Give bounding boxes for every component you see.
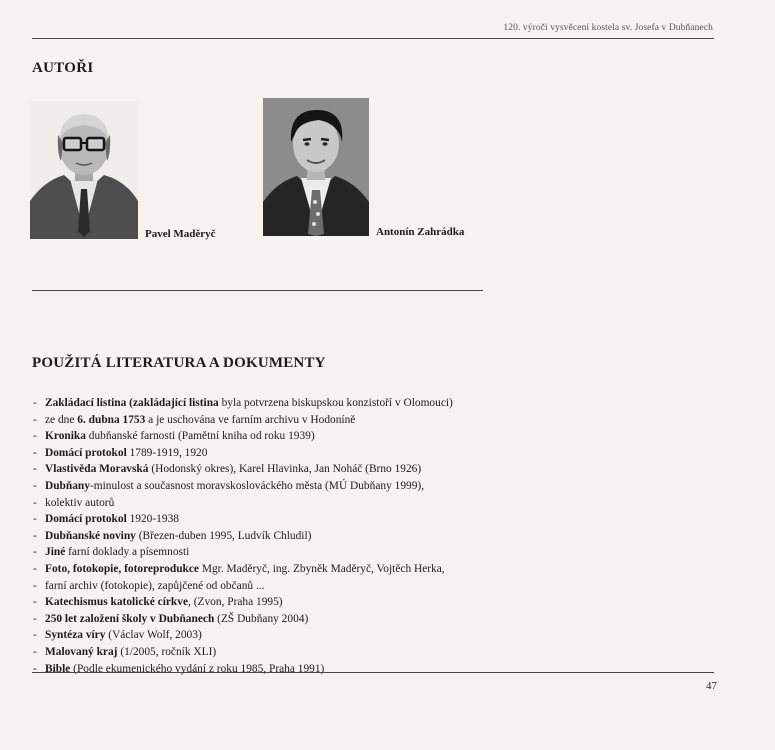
authors-heading: AUTOŘI [32,60,94,76]
literature-item: - Domácí protokol 1920-1938 [32,511,492,528]
running-header: 120. výročí vysvěcení kostela sv. Josefa v Dubňanech [503,23,713,33]
literature-item: - Jiné farní doklady a písemnosti [32,544,492,561]
literature-item: - 250 let založení školy v Dubňanech (ZŠ Dubňany 2004) [32,611,492,628]
header-rule [32,38,714,39]
literature-item: - Domácí protokol 1789-1919, 1920 [32,445,492,462]
literature-item: - Zakládací listina (zakládající listina byla potvrzena biskupskou konzistoří v Olomouci) [32,395,492,412]
literature-item: - Bible (Podle ekumenického vydání z roku 1985, Praha 1991) [32,661,492,678]
literature-list [32,395,492,677]
literature-item: - Malovaný kraj (1/2005, ročník XLI) [32,644,492,661]
section-divider [32,290,483,291]
literature-item: - ze dne 6. dubna 1753 a je uschována ve farním archivu v Hodoníně [32,412,492,429]
portrait-man-suit-icon [263,98,369,236]
literature-item: - Katechismus katolické církve, (Zvon, Praha 1995) [32,594,492,611]
footer-rule [32,672,714,673]
author-name-1: Pavel Maděryč [145,228,216,240]
author-name-2: Antonín Zahrádka [376,226,465,238]
literature-item: - Vlastivěda Moravská (Hodonský okres), Karel Hlavinka, Jan Noháč (Brno 1926) [32,461,492,478]
literature-item: - Dubňany-minulost a současnost moravskoslováckého města (MÚ Dubňany 1999), [32,478,492,495]
literature-item: - farní archiv (fotokopie), zapůjčené od občanů ... [32,578,492,595]
portrait-man-glasses-icon [30,101,138,239]
literature-item: - Dubňanské noviny (Březen-duben 1995, Ludvík Chludil) [32,528,492,545]
literature-heading: POUŽITÁ LITERATURA A DOKUMENTY [32,355,326,371]
literature-item: - kolektiv autorů [32,495,492,512]
literature-item: - Kronika dubňanské farnosti (Pamětní kniha od roku 1939) [32,428,492,445]
page-number: 47 [706,680,717,692]
literature-item: - Syntéza víry (Václav Wolf, 2003) [32,627,492,644]
literature-item: - Foto, fotokopie, fotoreprodukce Mgr. Maděryč, ing. Zbyněk Maděryč, Vojtěch Herka, [32,561,492,578]
author-photo-1 [30,101,138,239]
author-photo-2 [263,98,369,236]
